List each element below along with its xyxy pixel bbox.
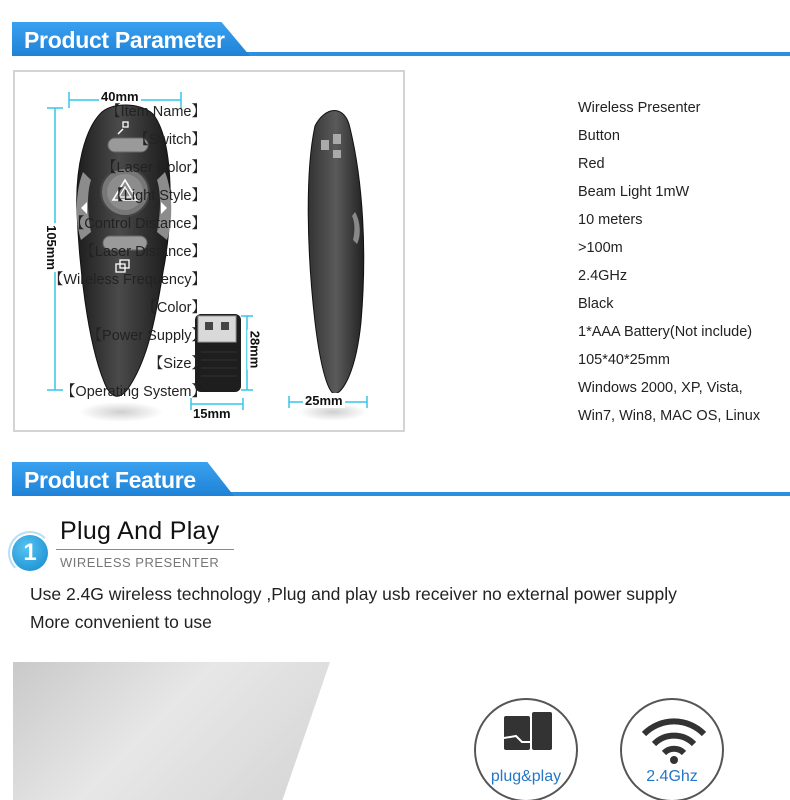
spec-value: Beam Light 1mW [578, 184, 690, 200]
spec-key: 【Power Supply】 [87, 328, 206, 344]
laptop-photo [13, 662, 330, 800]
wireless-frequency-label: 2.4Ghz [646, 768, 698, 785]
width-dimension-label: 40mm [101, 89, 139, 104]
wifi-icon [622, 700, 726, 770]
product-diagram [13, 70, 405, 432]
feature-subtitle: WIRELESS PRESENTER [60, 555, 220, 570]
spec-key: 【Control Distance】 [69, 216, 206, 232]
feature-number-badge: 1 [12, 535, 48, 571]
parameter-section-title: Product Parameter [24, 27, 225, 53]
spec-key: 【Switch】 [134, 132, 206, 148]
spec-key: 【Laser Distance】 [80, 244, 206, 260]
spec-key: 【Light Style】 [109, 188, 206, 204]
spec-value: >100m [578, 240, 623, 256]
spec-key: 【Laser Color】 [102, 160, 206, 176]
length-dimension-label: 105mm [43, 225, 59, 270]
spec-key: 【Item Name】 [106, 104, 206, 120]
spec-key: 【Size】 [148, 356, 206, 372]
spec-value: 10 meters [578, 212, 643, 228]
spec-value: Black [578, 296, 614, 312]
feature-description-line-1: Use 2.4G wireless technology ,Plug and play usb receiver no external power supply [30, 584, 677, 604]
feature-section-title: Product Feature [24, 467, 196, 493]
feature-title: Plug And Play [60, 517, 220, 545]
spec-value: Win7, Win8, MAC OS, Linux [578, 408, 761, 424]
plug-and-play-label: plug&play [490, 768, 562, 785]
spec-value: 1*AAA Battery(Not include) [578, 324, 753, 340]
spec-value: Wireless Presenter [578, 100, 701, 116]
wireless-frequency-badge [620, 698, 724, 800]
feature-title-underline [56, 549, 234, 550]
plug-and-play-badge [474, 698, 578, 800]
spec-key: 【Wireless Frequency】 [48, 272, 206, 288]
spec-key: 【Operating System】 [60, 384, 206, 400]
feature-section-header [12, 462, 790, 496]
parameter-section-header [12, 22, 790, 56]
thickness-dimension-label: 25mm [305, 393, 343, 408]
spec-value: Red [578, 156, 605, 172]
spec-key: 【Color】 [142, 300, 206, 316]
feature-description-line-2: More convenient to use [30, 612, 212, 632]
spec-value: Button [578, 128, 620, 144]
receiver-width-label: 15mm [193, 406, 231, 421]
spec-value: Windows 2000, XP, Vista, [578, 380, 743, 396]
receiver-height-label: 28mm [247, 330, 263, 369]
spec-value: 2.4GHz [578, 268, 628, 284]
spec-value: 105*40*25mm [578, 352, 670, 368]
usb-plug-icon [476, 700, 580, 770]
